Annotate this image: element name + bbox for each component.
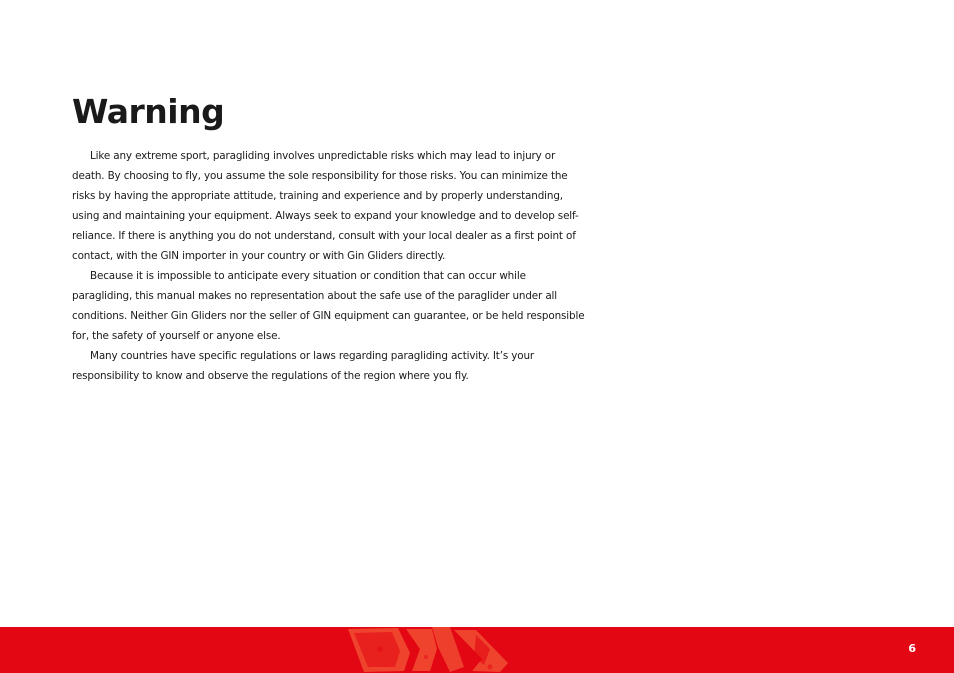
warning-paragraph-2: Because it is impossible to anticipate every situation or condition that can occur while paragliding, this manual makes no representation about the safe use of the paraglider under all conditions. Neither Gin Gliders nor the seller of GIN equipment can guarantee, or be held responsible for, the safety of yourself or anyone else. (72, 270, 585, 342)
footer-bar (0, 627, 954, 673)
warning-paragraph-1: Like any extreme sport, paragliding involves unpredictable risks which may lead to injury or death. By choosing to fly, you assume the sole responsibility for those risks. You can minimize the risks by having the appropriate attitude, training and experience and by properly understanding, using and maintaining your equipment. Always seek to expand your knowledge and to develop self-reliance. If there is anything you do not understand, consult with your local dealer as a first point of contact, with the GIN importer in your country or with Gin Gliders directly. (72, 150, 579, 262)
page-title: Warning (72, 92, 225, 131)
warning-paragraph-3: Many countries have specific regulations or laws regarding paragliding activity. It’s your responsibility to know and observe the regulations of the region where you fly. (72, 350, 535, 382)
page-content (72, 92, 587, 386)
page-number: 6 (908, 642, 916, 655)
gin-brush-logo-icon (340, 627, 515, 673)
